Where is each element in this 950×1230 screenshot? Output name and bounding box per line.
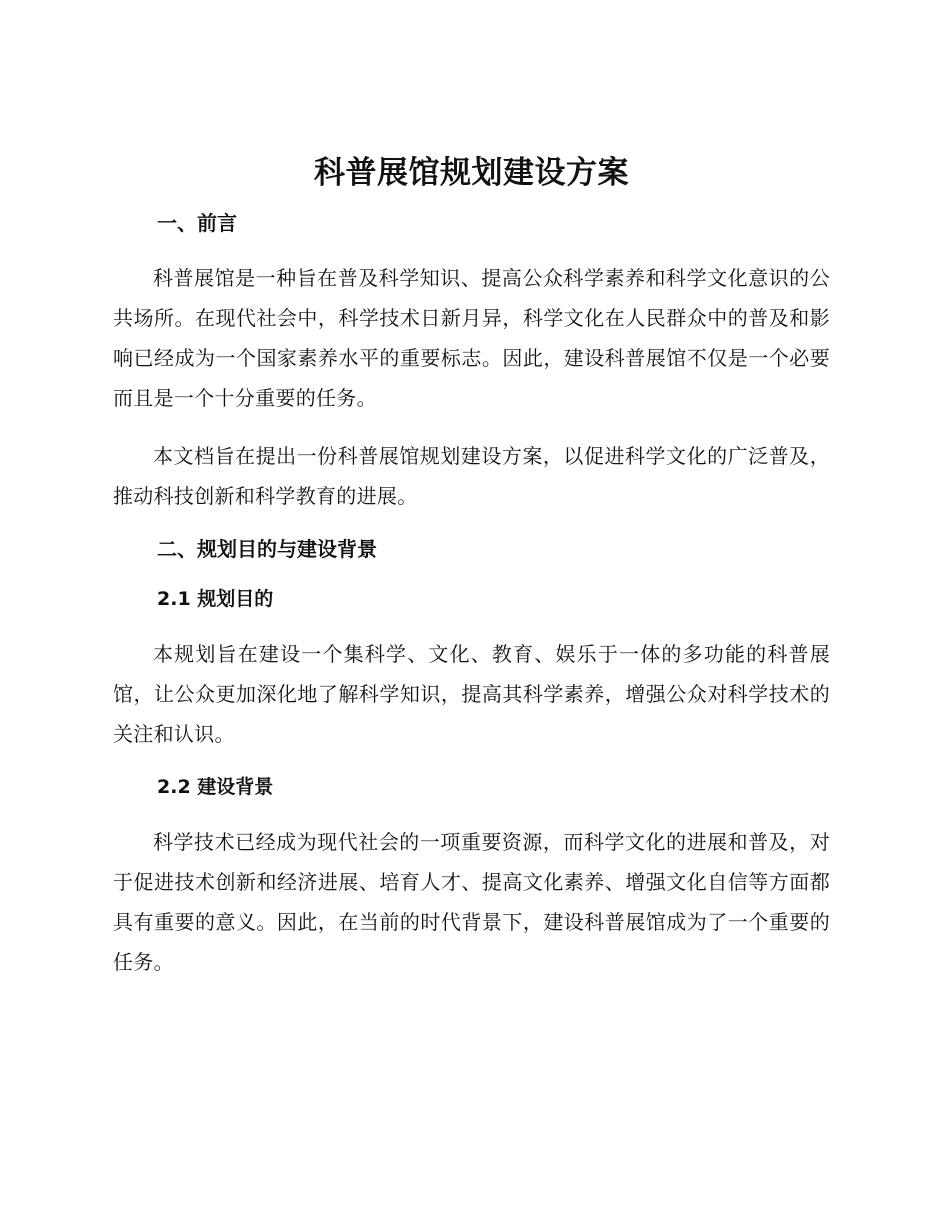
spacer	[113, 802, 830, 822]
spacer	[113, 196, 830, 208]
background-paragraph: 科学技术已经成为现代社会的一项重要资源，而科学文化的进展和普及，对于促进技术创新和经济进展、培育人才、提高文化素养、增强文化自信等方面都具有重要的意义。因此，在当前的时代背景下，建设科普展馆成为了一个重要的任务。	[113, 830, 830, 974]
spacer	[113, 564, 830, 584]
spacer	[113, 516, 830, 534]
subsection-heading-background: 2.2 建设背景	[157, 776, 274, 798]
spacer	[113, 614, 830, 634]
spacer	[113, 754, 830, 772]
section-heading-intro: 一、前言	[157, 211, 237, 235]
purpose-paragraph: 本规划旨在建设一个集科学、文化、教育、娱乐于一体的多功能的科普展馆，让公众更加深化地了解科学知识，提高其科学素养，增强公众对科学技术的关注和认识。	[113, 642, 830, 746]
intro-paragraph-1: 科普展馆是一种旨在普及科学知识、提高公众科学素养和科学文化意识的公共场所。在现代社会中，科学技术日新月异，科学文化在人民群众中的普及和影响已经成为一个国家素养水平的重要标志。因此，建设科普展馆不仅是一个必要而且是一个十分重要的任务。	[113, 266, 830, 410]
section-heading-purpose-background: 二、规划目的与建设背景	[157, 537, 377, 561]
subsection-heading-purpose: 2.1 规划目的	[157, 588, 274, 610]
spacer	[113, 418, 830, 436]
spacer	[113, 238, 830, 258]
document-title: 科普展馆规划建设方案	[314, 155, 629, 191]
document-body	[113, 150, 830, 982]
intro-paragraph-2: 本文档旨在提出一份科普展馆规划建设方案，以促进科学文化的广泛普及，推动科技创新和科学教育的进展。	[113, 444, 830, 508]
